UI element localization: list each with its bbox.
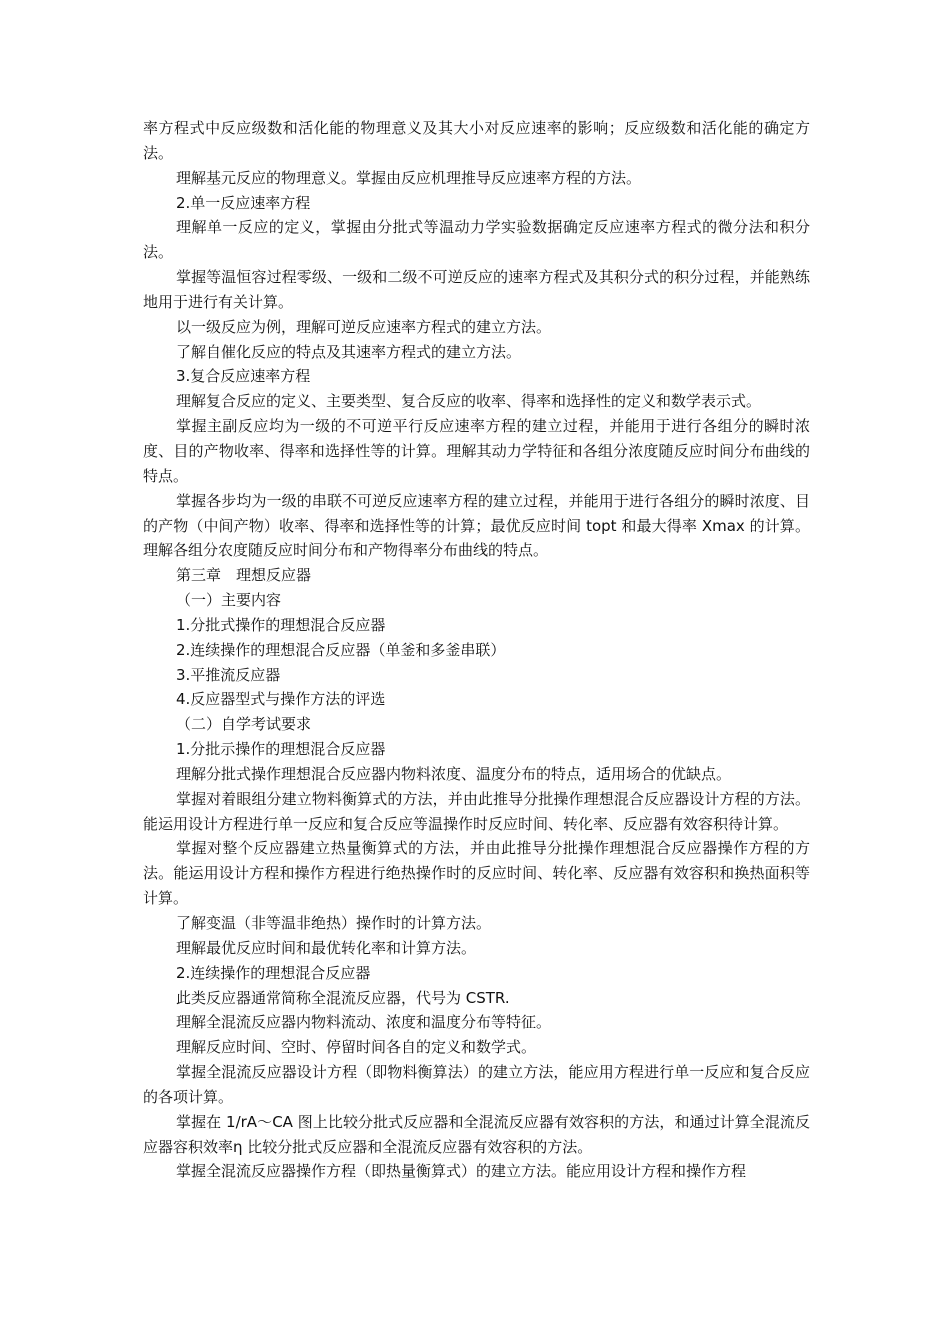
paragraph: 理解反应时间、空时、停留时间各自的定义和数学式。 <box>176 1038 537 1057</box>
paragraph: 掌握全混流反应器操作方程（即热量衡算式）的建立方法。能应用设计方程和操作方程 <box>176 1162 747 1181</box>
document-body <box>143 116 810 1184</box>
chapter-heading: 第三章 理想反应器 <box>176 566 312 585</box>
paragraph: 掌握全混流反应器设计方程（即物料衡算法）的建立方法，能应用方程进行单一反应和复合反应的各项计算。 <box>143 1063 810 1106</box>
paragraph: 理解单一反应的定义，掌握由分批式等温动力学实验数据确定反应速率方程式的微分法和积分法。 <box>143 218 810 262</box>
paragraph: 掌握等温恒容过程零级、一级和二级不可逆反应的速率方程式及其积分式的积分过程，并能熟练地用于进行有关计算。 <box>143 268 810 311</box>
paragraph: 理解基元反应的物理意义。掌握由反应机理推导反应速率方程的方法。 <box>176 168 642 187</box>
list-item: 2.连续操作的理想混合反应器（单釜和多釜串联） <box>176 640 506 659</box>
paragraph: 掌握在 1/rA～CA 图上比较分批式反应器和全混流反应器有效容积的方法，和通过计算全混流反应器容积效率η 比较分批式反应器和全混流反应器有效容积的方法。 <box>143 1112 810 1156</box>
paragraph: 以一级反应为例，理解可逆反应速率方程式的建立方法。 <box>176 317 552 336</box>
paragraph: 掌握对着眼组分建立物料衡算式的方法，并由此推导分批操作理想混合反应器设计方程的方法。能运用设计方程进行单一反应和复合反应等温操作时反应时间、转化率、反应器有效容积待计算。 <box>143 789 810 833</box>
paragraph: 掌握对整个反应器建立热量衡算式的方法，并由此推导分批操作理想混合反应器操作方程的方法。能运用设计方程和操作方程进行绝热操作时的反应时间、转化率、反应器有效容积和换热面积等计算。 <box>143 839 810 908</box>
list-item: 4.反应器型式与操作方法的评选 <box>176 690 386 709</box>
section-heading: 3.复合反应速率方程 <box>176 367 311 386</box>
paragraph: 了解自催化反应的特点及其速率方程式的建立方法。 <box>176 342 522 361</box>
paragraph: 掌握主副反应均为一级的不可逆平行反应速率方程的建立过程，并能用于进行各组分的瞬时浓度、目的产物收率、得率和选择性等的计算。理解其动力学特征和各组分浓度随反应时间分布曲线的特点。 <box>143 417 810 485</box>
paragraph: 理解分批式操作理想混合反应器内物料浓度、温度分布的特点，适用场合的优缺点。 <box>176 764 732 783</box>
paragraph: 此类反应器通常简称全混流反应器，代号为 CSTR. <box>176 988 510 1007</box>
section-heading: 2.连续操作的理想混合反应器 <box>176 963 371 982</box>
paragraph: 理解复合反应的定义、主要类型、复合反应的收率、得率和选择性的定义和数学表示式。 <box>176 392 762 411</box>
paragraph: 理解全混流反应器内物料流动、浓度和温度分布等特征。 <box>176 1013 552 1032</box>
paragraph: 理解最优反应时间和最优转化率和计算方法。 <box>176 938 477 957</box>
list-item: 3.平推流反应器 <box>176 665 281 684</box>
paragraph: 掌握各步均为一级的串联不可逆反应速率方程的建立过程，并能用于进行各组分的瞬时浓度、目的产物（中间产物）收率、得率和选择性等的计算；最优反应时间 topt 和最大得率 Xmax 的计算。理解各组分农度随反应时间分布和产物得率分布曲线的特点。 <box>143 491 810 560</box>
section-heading: 2.单一反应速率方程 <box>176 193 311 212</box>
section-heading: 1.分批示操作的理想混合反应器 <box>176 740 386 759</box>
paragraph: 率方程式中反应级数和活化能的物理意义及其大小对反应速率的影响；反应级数和活化能的确定方法。 <box>143 119 810 162</box>
section-heading: （二）自学考试要求 <box>176 715 312 734</box>
paragraph: 了解变温（非等温非绝热）操作时的计算方法。 <box>176 914 492 932</box>
list-item: 1.分批式操作的理想混合反应器 <box>176 615 386 634</box>
section-heading: （一）主要内容 <box>176 591 282 610</box>
